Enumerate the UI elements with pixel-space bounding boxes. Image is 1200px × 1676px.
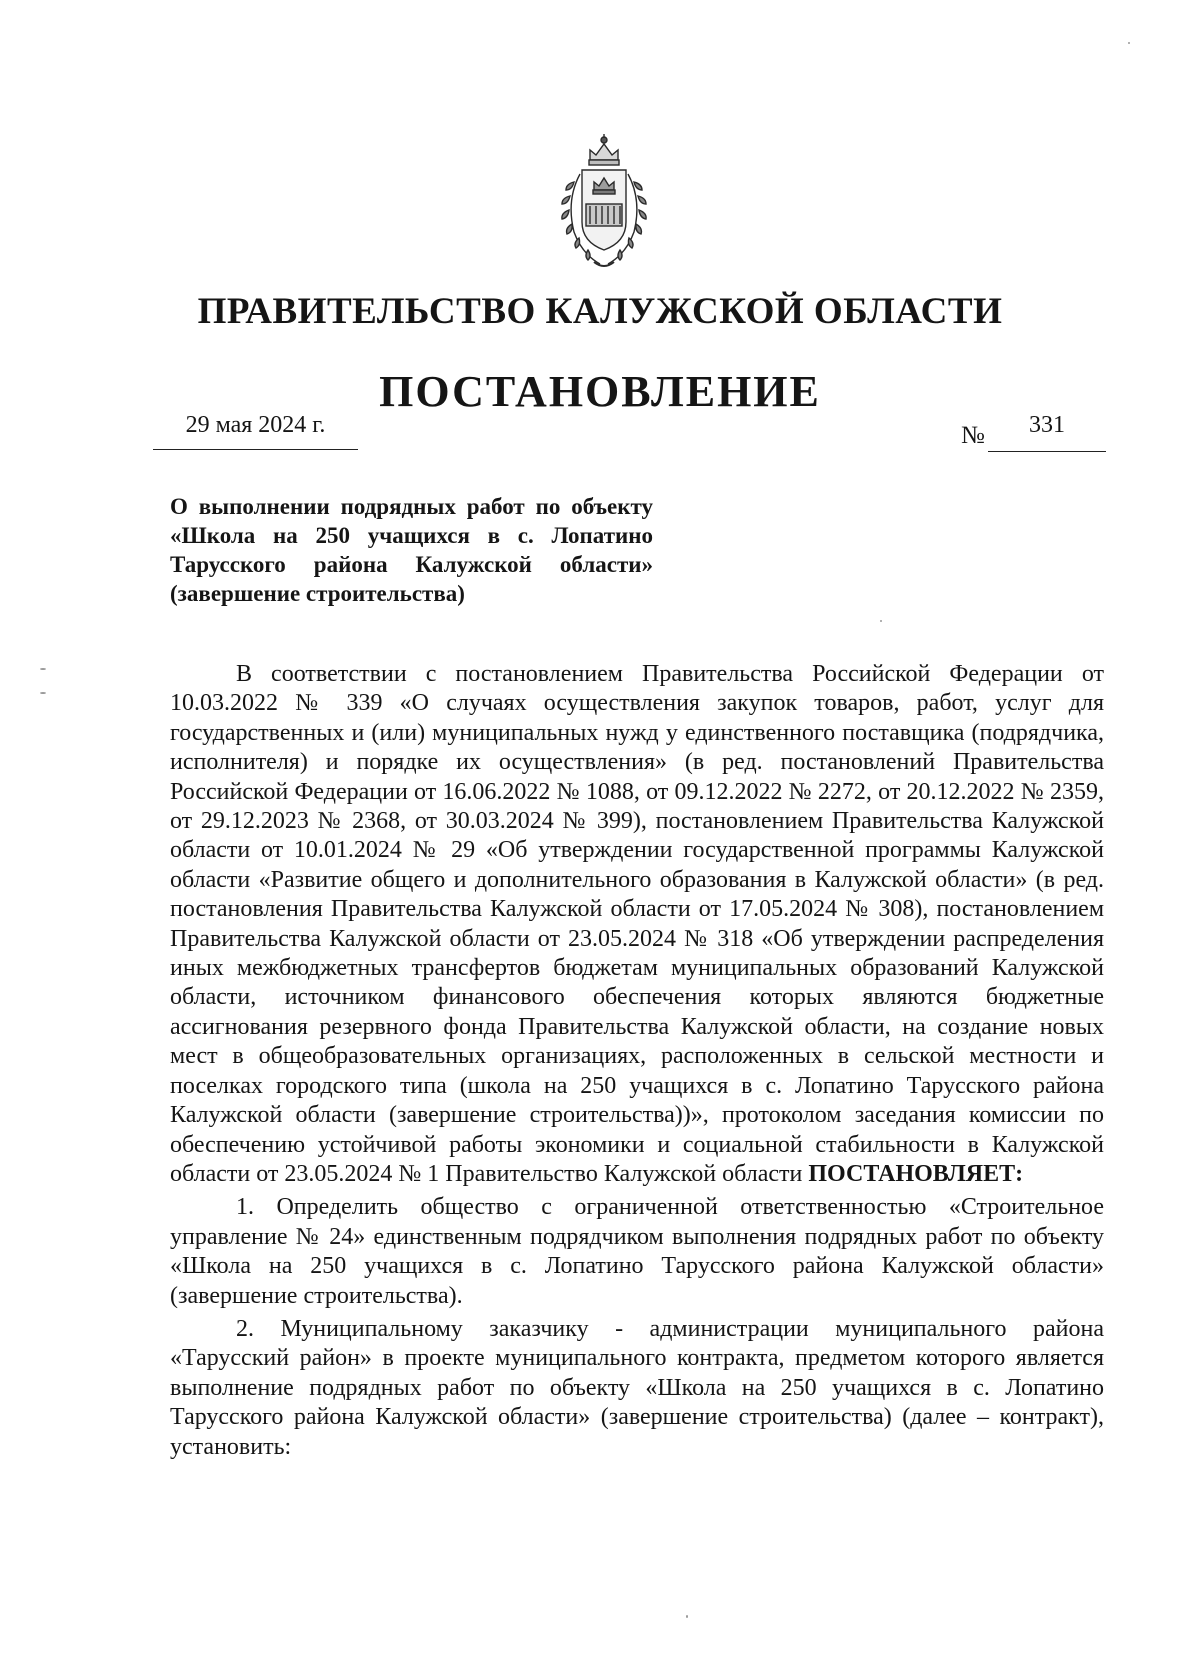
- document-number: 331: [1029, 412, 1065, 438]
- decree-word: ПОСТАНОВЛЯЕТ:: [808, 1160, 1024, 1187]
- scan-speck: [40, 692, 46, 694]
- item-1-paragraph: 1. Определить общество с ограниченной ответственностью «Строительное управление № 24» единственным подрядчиком выполнения подрядных работ по объекту «Школа на 250 учащихся в с. Лопатино Тарусского района Калужской области» (завершение строительства).: [170, 1194, 1104, 1309]
- document-date: 29 мая 2024 г.: [185, 412, 326, 438]
- document-type-heading: ПОСТАНОВЛЕНИЕ: [379, 367, 821, 416]
- document-subject: О выполнении подрядных работ по объекту «Школа на 250 учащихся в с. Лопатино Тарусского района Калужской области» (завершение строительства): [170, 494, 653, 606]
- number-underline: [988, 451, 1106, 452]
- item-2-paragraph: 2. Муниципальному заказчику - администрации муниципального района «Тарусский район» в проекте муниципального контракта, предметом которого является выполнение подрядных работ по объекту «Школа на 250 учащихся в с. Лопатино Тарусского района Калужской области» (завершение строительства) (далее – контракт), установить:: [170, 1315, 1104, 1460]
- coat-of-arms-icon: [556, 130, 652, 272]
- date-underline: [153, 449, 358, 450]
- scan-speck: [880, 620, 882, 622]
- preamble-text: В соответствии с постановлением Правительства Российской Федерации от 10.03.2022 № 339 «О случаях осуществления закупок товаров, работ, услуг для государственных и (или) муниципальных нужд у единственного поставщика (подрядчика, исполнителя) и порядке их осуществления» (в ред. постановлений Правительства Российской Федерации от 16.06.2022 № 1088, от 09.12.2022 № 2272, от 20.12.2022 № 2359, от 29.12.2023 № 2368, от 30.03.2024 № 399), постановлением Правительства Калужской области от 10.01.2024 № 29 «Об утверждении государственной программы Калужской области «Развитие общего и дополнительного образования в Калужской области» (в ред. постановления Правительства Калужской области от 17.05.2024 № 308), постановлением Правительства Калужской области от 23.05.2024 № 318 «Об утверждении распределения иных межбюджетных трансфертов бюджетам муниципальных образований Калужской области, источником финансового обеспечения которых являются бюджетные ассигнования резервного фонда Правительства Калужской области, на создание новых мест в общеобразовательных организациях, расположенных в сельской местности и поселках городского типа (школа на 250 учащихся в с. Лопатино Тарусского района Калужской области (завершение строительства))», протоколом заседания комиссии по обеспечению устойчивой работы экономики и социальной стабильности в Калужской области от 23.05.2024 № 1 Правительство Калужской области: [170, 661, 1104, 1187]
- document-body: [170, 660, 1104, 1462]
- scan-speck: [686, 1615, 688, 1618]
- organization-heading: ПРАВИТЕЛЬСТВО КАЛУЖСКОЙ ОБЛАСТИ: [197, 291, 1003, 332]
- scan-speck: [1128, 42, 1130, 44]
- preamble-paragraph: [170, 660, 1104, 1189]
- scan-speck: [40, 668, 46, 670]
- number-label: №: [961, 422, 985, 449]
